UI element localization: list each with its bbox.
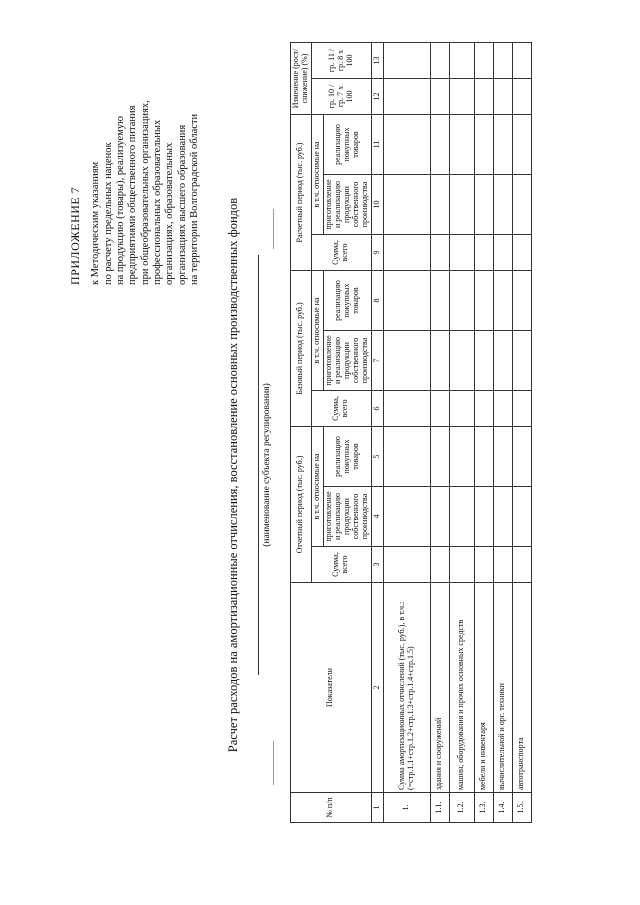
empty-cell (449, 487, 474, 547)
empty-cell (474, 391, 493, 427)
header-prep: приготовление и реализацию продукции собственного производства (323, 487, 371, 547)
header-base: Базовый период (тыс. руб.) (291, 271, 312, 427)
empty-cell (512, 175, 531, 235)
column-number: 4 (371, 487, 383, 547)
header-reporting: Отчетный период (тыс. руб.) (291, 427, 312, 583)
header-prep: приготовление и реализацию продукции собственного производства (323, 331, 371, 391)
empty-cell (383, 175, 430, 235)
empty-cell (383, 78, 430, 114)
appendix-line: по расчету предельных наценок (102, 142, 114, 285)
empty-cell (493, 235, 512, 271)
appendix-line: при общеобразовательных организациях, (139, 100, 151, 285)
header-incl: в т.ч. относимые на (311, 271, 323, 391)
header-resale: реализацию покупных товаров (323, 271, 371, 331)
empty-cell (493, 271, 512, 331)
empty-cell (430, 235, 449, 271)
header-calc: Расчетный период (тыс. руб.) (291, 114, 312, 270)
header-incl: в т.ч. относимые на (311, 427, 323, 547)
row-num: 1.5. (512, 793, 531, 823)
appendix-line: к Методическим указаниям (90, 161, 102, 285)
empty-cell (383, 114, 430, 174)
empty-cell (512, 331, 531, 391)
header-incl: в т.ч. относимые на (311, 114, 323, 234)
column-number: 3 (371, 547, 383, 583)
empty-cell (493, 78, 512, 114)
empty-cell (430, 427, 449, 487)
column-number: 8 (371, 271, 383, 331)
empty-cell (512, 487, 531, 547)
row-label: мебели и инвентаря (474, 583, 493, 793)
empty-cell (383, 271, 430, 331)
row-label: вычислительной и орг. техники (493, 583, 512, 793)
empty-cell (474, 78, 493, 114)
empty-cell (512, 427, 531, 487)
header-change: Изменение (рост/снижение) (%) (291, 42, 312, 114)
column-number: 12 (371, 78, 383, 114)
appendix-line: предприятиями общественного питания (127, 105, 139, 285)
empty-cell (430, 547, 449, 583)
row-label: Сумма амортизационных отчислений (тыс. руб.), в т.ч.: (=стр.1.1+стр.1.2+стр.1.3+стр.1.4+стр.1.5) (383, 583, 430, 793)
header-sum-total: Сумма, всего (311, 547, 371, 583)
empty-cell (430, 331, 449, 391)
header-resale: реализацию покупных товаров (323, 114, 371, 174)
empty-cell (449, 271, 474, 331)
column-number: 10 (371, 175, 383, 235)
empty-cell (493, 42, 512, 78)
empty-cell (430, 391, 449, 427)
empty-cell (449, 235, 474, 271)
row-num: 1.1. (430, 793, 449, 823)
empty-cell (430, 114, 449, 174)
empty-cell (493, 391, 512, 427)
subject-caption: (наименование субъекта регулирования) (262, 383, 272, 547)
empty-cell (512, 235, 531, 271)
empty-cell (474, 331, 493, 391)
empty-cell (474, 487, 493, 547)
header-indicators: Показатели (291, 583, 372, 793)
empty-cell (493, 427, 512, 487)
header-num: № п/п (291, 793, 372, 823)
table-row (430, 42, 449, 822)
header-sum-total: Сумма, всего (311, 235, 371, 271)
appendix-block (68, 25, 202, 285)
header-sum-total: Сумма, всего (311, 391, 371, 427)
empty-cell (383, 331, 430, 391)
row-label: здания и сооружений (430, 583, 449, 793)
empty-cell (474, 271, 493, 331)
depreciation-table (290, 42, 532, 823)
header-ratio-1: гр. 10 / гр. 7 х 100 (311, 78, 371, 114)
row-label: автотранспорта (512, 583, 531, 793)
table-row (512, 42, 531, 822)
empty-cell (474, 547, 493, 583)
document-title: Расчет расходов на амортизационные отчисления, восстановление основных производственных фондов (226, 197, 240, 753)
empty-cell (383, 391, 430, 427)
subject-underline (258, 255, 259, 675)
empty-cell (430, 42, 449, 78)
appendix-line: на территории Волгоградской области (189, 113, 201, 285)
column-number: 5 (371, 427, 383, 487)
empty-cell (383, 235, 430, 271)
table-row (493, 42, 512, 822)
column-number: 6 (371, 391, 383, 427)
appendix-title: ПРИЛОЖЕНИЕ 7 (68, 186, 82, 285)
appendix-line: организациях, образовательных (164, 142, 176, 285)
column-number: 11 (371, 114, 383, 174)
column-number: 9 (371, 235, 383, 271)
empty-cell (430, 487, 449, 547)
row-label: машин, оборудования и прочих основных средств (449, 583, 474, 793)
row-num: 1.4. (493, 793, 512, 823)
column-number: 1 (371, 793, 383, 823)
header-row (291, 42, 312, 822)
empty-cell (449, 331, 474, 391)
empty-cell (512, 42, 531, 78)
column-number: 7 (371, 331, 383, 391)
divider (273, 209, 274, 249)
empty-cell (512, 78, 531, 114)
empty-cell (383, 487, 430, 547)
header-resale: реализацию покупных товаров (323, 427, 371, 487)
appendix-line: организациях высшего образования (176, 124, 188, 285)
table-row (474, 42, 493, 822)
empty-cell (449, 391, 474, 427)
empty-cell (449, 114, 474, 174)
column-number: 13 (371, 42, 383, 78)
empty-cell (449, 42, 474, 78)
column-number-row (371, 42, 383, 822)
appendix-line: профессиональных образовательных (152, 119, 164, 285)
empty-cell (512, 547, 531, 583)
row-num: 1.3. (474, 793, 493, 823)
appendix-line: на продукцию (товары), реализуемую (114, 116, 126, 285)
empty-cell (474, 427, 493, 487)
empty-cell (493, 114, 512, 174)
empty-cell (512, 114, 531, 174)
empty-cell (512, 271, 531, 331)
empty-cell (493, 331, 512, 391)
empty-cell (474, 114, 493, 174)
empty-cell (512, 391, 531, 427)
empty-cell (474, 235, 493, 271)
table-row (449, 42, 474, 822)
empty-cell (430, 78, 449, 114)
empty-cell (383, 42, 430, 78)
row-num: 1.2. (449, 793, 474, 823)
empty-cell (383, 427, 430, 487)
empty-cell (493, 547, 512, 583)
empty-cell (493, 175, 512, 235)
row-num: 1. (383, 793, 430, 823)
header-prep: приготовление и реализацию продукции собственного производства (323, 175, 371, 235)
empty-cell (474, 175, 493, 235)
empty-cell (383, 547, 430, 583)
divider (273, 741, 274, 785)
empty-cell (493, 487, 512, 547)
column-number: 2 (371, 583, 383, 793)
header-ratio-2: гр. 11 / гр. 8 х 100 (311, 42, 371, 78)
table-row (383, 42, 430, 822)
empty-cell (474, 42, 493, 78)
empty-cell (430, 175, 449, 235)
empty-cell (430, 271, 449, 331)
empty-cell (449, 427, 474, 487)
empty-cell (449, 78, 474, 114)
empty-cell (449, 547, 474, 583)
empty-cell (449, 175, 474, 235)
